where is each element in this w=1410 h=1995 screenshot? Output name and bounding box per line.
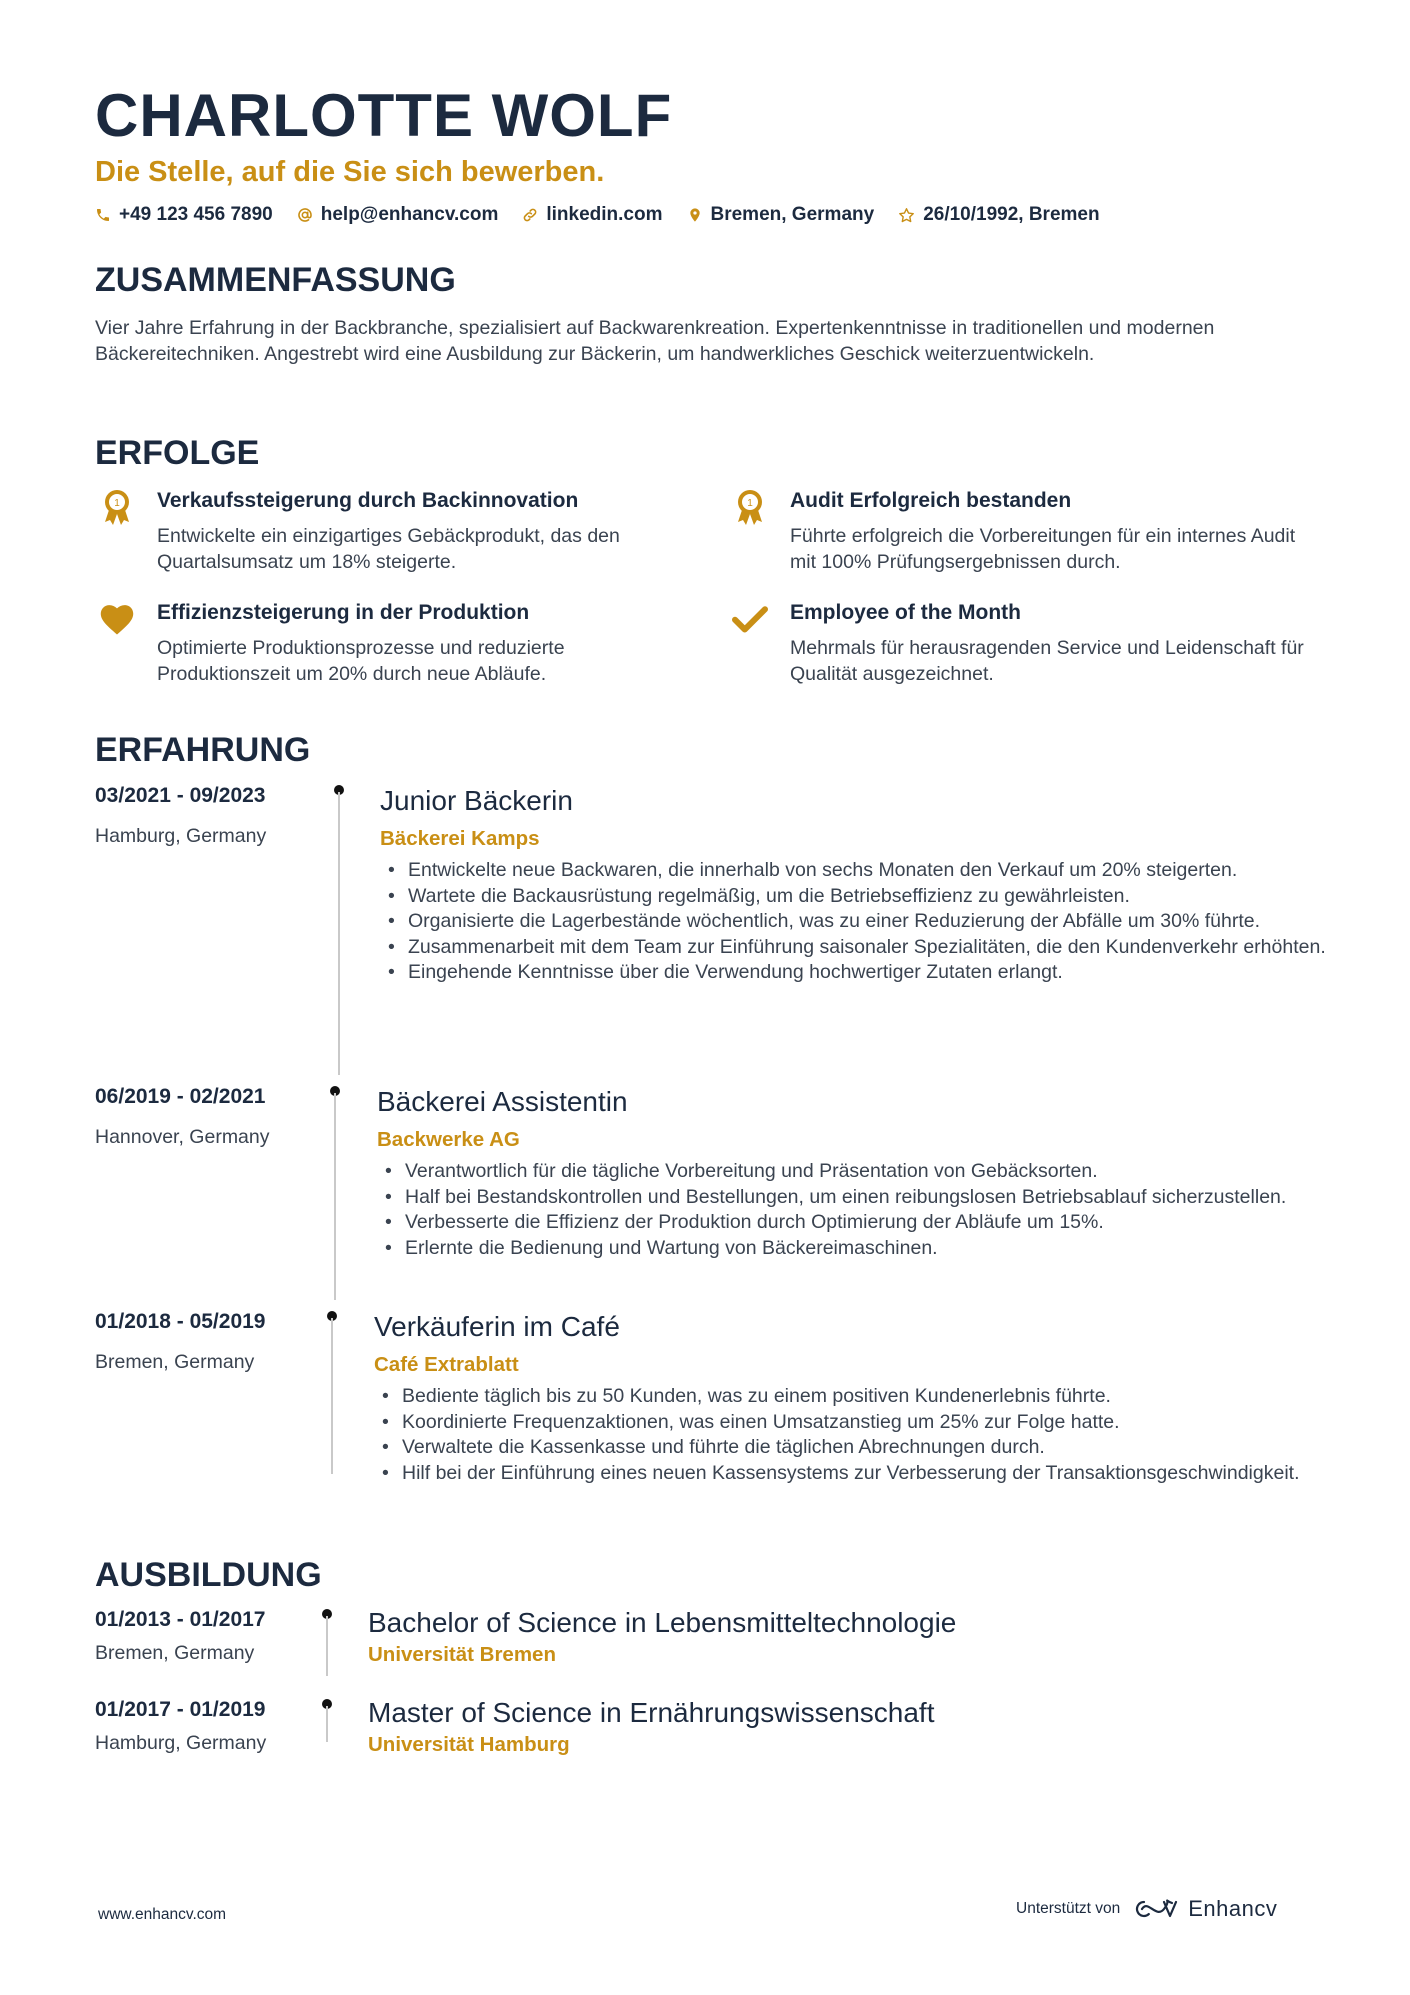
check-icon bbox=[730, 599, 770, 639]
at-icon bbox=[297, 207, 313, 223]
location-icon bbox=[687, 207, 703, 223]
timeline-line bbox=[331, 1318, 333, 1474]
experience-title: ERFAHRUNG bbox=[95, 731, 311, 769]
experience-location: Hannover, Germany bbox=[95, 1126, 270, 1148]
footer-branding[interactable] bbox=[1016, 1896, 1277, 1922]
education-location: Hamburg, Germany bbox=[95, 1732, 267, 1754]
contact-birth bbox=[898, 204, 1099, 226]
job-headline: Die Stelle, auf die Sie sich bewerben. bbox=[95, 156, 605, 188]
achievement-desc: Führte erfolgreich die Vorbereitungen für ein internes Audit mit 100% Prüfungsergebnissen durch. bbox=[790, 525, 1296, 573]
footer-website-link[interactable]: www.enhancv.com bbox=[98, 1906, 227, 1923]
education-title: AUSBILDUNG bbox=[95, 1556, 322, 1594]
timeline-line bbox=[338, 792, 340, 1075]
contact-linkedin-text: linkedin.com bbox=[546, 204, 663, 225]
experience-role: Verkäuferin im Café bbox=[374, 1311, 620, 1342]
education-school: Universität Hamburg bbox=[368, 1733, 570, 1756]
achievement-title: Effizienzsteigerung in der Produktion bbox=[157, 601, 530, 624]
footer-powered-by: Unterstützt von bbox=[1016, 1900, 1121, 1917]
achievement-desc: Optimierte Produktionsprozesse und reduzierte Produktionszeit um 20% durch neue Abläufe. bbox=[157, 637, 565, 685]
bullet-item: • Bediente täglich bis zu 50 Kunden, was zu einem positiven Kundenerlebnis führte. bbox=[374, 1384, 1334, 1410]
bullet-item: • Verbesserte die Effizienz der Produktion durch Optimierung der Abläufe um 15%. bbox=[377, 1210, 1337, 1236]
contact-email-text: help@enhancv.com bbox=[320, 204, 499, 225]
experience-bullets bbox=[374, 1384, 1334, 1486]
experience-role: Junior Bäckerin bbox=[380, 785, 573, 816]
achievement-title: Employee of the Month bbox=[790, 601, 1021, 624]
achievements-title: ERFOLGE bbox=[95, 434, 260, 472]
svg-text:1: 1 bbox=[114, 498, 120, 509]
summary-text: Vier Jahre Erfahrung in der Backbranche, spezialisiert auf Backwarenkreation. Expertenkenntnisse in traditionellen und modernen Bäckereitechniken. Angestrebt wird eine Ausbildung zur Bäckerin, um handwerkliches Geschick weiterzuentwickeln. bbox=[95, 317, 1215, 365]
achievement-desc: Mehrmals für herausragenden Service und Leidenschaft für Qualität ausgezeichnet. bbox=[790, 637, 1304, 685]
experience-company: Bäckerei Kamps bbox=[380, 827, 540, 850]
education-date: 01/2013 - 01/2017 bbox=[95, 1608, 266, 1631]
experience-date: 06/2019 - 02/2021 bbox=[95, 1085, 266, 1108]
education-degree: Master of Science in Ernährungswissenschaft bbox=[368, 1697, 935, 1728]
education-location: Bremen, Germany bbox=[95, 1642, 255, 1664]
contact-phone-text: +49 123 456 7890 bbox=[119, 204, 273, 225]
heart-icon bbox=[97, 599, 137, 639]
experience-company: Backwerke AG bbox=[377, 1128, 520, 1151]
bullet-item: • Hilf bei der Einführung eines neuen Kassensystems zur Verbesserung der Transaktionsgeschwindigkeit. bbox=[374, 1461, 1334, 1487]
experience-location: Bremen, Germany bbox=[95, 1351, 255, 1373]
bullet-item: • Wartete die Backausrüstung regelmäßig, um die Betriebseffizienz zu gewährleisten. bbox=[380, 884, 1340, 910]
bullet-item: • Half bei Bestandskontrollen und Bestellungen, um einen reibungslosen Betriebsablauf sicherzustellen. bbox=[377, 1185, 1337, 1211]
star-icon bbox=[898, 207, 915, 224]
contact-email[interactable] bbox=[297, 204, 499, 226]
bullet-item: • Eingehende Kenntnisse über die Verwendung hochwertiger Zutaten erlangt. bbox=[380, 960, 1340, 986]
svg-text:1: 1 bbox=[747, 498, 753, 509]
contact-location-text: Bremen, Germany bbox=[710, 204, 875, 225]
phone-icon bbox=[95, 207, 111, 223]
timeline-line bbox=[334, 1093, 336, 1300]
bullet-item: • Zusammenarbeit mit dem Team zur Einführung saisonaler Spezialitäten, die den Kundenverkehr erhöhten. bbox=[380, 935, 1340, 961]
candidate-name: CHARLOTTE WOLF bbox=[95, 82, 673, 149]
experience-date: 01/2018 - 05/2019 bbox=[95, 1310, 266, 1333]
summary-title: ZUSAMMENFASSUNG bbox=[95, 261, 456, 299]
contact-bar bbox=[95, 204, 1124, 226]
bullet-item: • Entwickelte neue Backwaren, die innerhalb von sechs Monaten den Verkauf um 20% steigerten. bbox=[380, 858, 1340, 884]
award-icon bbox=[97, 487, 137, 527]
link-icon bbox=[522, 207, 538, 223]
contact-birth-text: 26/10/1992, Bremen bbox=[923, 204, 1100, 225]
education-school: Universität Bremen bbox=[368, 1643, 556, 1666]
bullet-item: • Verantwortlich für die tägliche Vorbereitung und Präsentation von Gebäcksorten. bbox=[377, 1159, 1337, 1185]
experience-company: Café Extrablatt bbox=[374, 1353, 519, 1376]
experience-bullets bbox=[380, 858, 1340, 986]
education-degree: Bachelor of Science in Lebensmitteltechnologie bbox=[368, 1607, 957, 1638]
achievement-title: Verkaufssteigerung durch Backinnovation bbox=[157, 489, 579, 512]
contact-location bbox=[687, 204, 875, 226]
experience-location: Hamburg, Germany bbox=[95, 825, 267, 847]
footer-brand: Enhancv bbox=[1188, 1896, 1278, 1921]
experience-role: Bäckerei Assistentin bbox=[377, 1086, 628, 1117]
contact-phone[interactable] bbox=[95, 204, 273, 226]
timeline-line bbox=[326, 1616, 328, 1676]
bullet-item: • Erlernte die Bedienung und Wartung von Bäckereimaschinen. bbox=[377, 1236, 1337, 1262]
education-date: 01/2017 - 01/2019 bbox=[95, 1698, 266, 1721]
bullet-item: • Verwaltete die Kassenkasse und führte die täglichen Abrechnungen durch. bbox=[374, 1435, 1334, 1461]
contact-linkedin[interactable] bbox=[522, 204, 662, 226]
enhancv-logo-icon bbox=[1132, 1897, 1180, 1921]
achievement-title: Audit Erfolgreich bestanden bbox=[790, 489, 1072, 512]
experience-bullets bbox=[377, 1159, 1337, 1261]
timeline-line bbox=[326, 1706, 328, 1742]
bullet-item: • Koordinierte Frequenzaktionen, was einen Umsatzanstieg um 25% zur Folge hatte. bbox=[374, 1410, 1334, 1436]
award-icon bbox=[730, 487, 770, 527]
achievement-desc: Entwickelte ein einzigartiges Gebäckprodukt, das den Quartalsumsatz um 18% steigerte. bbox=[157, 525, 620, 573]
experience-date: 03/2021 - 09/2023 bbox=[95, 784, 266, 807]
bullet-item: • Organisierte die Lagerbestände wöchentlich, was zu einer Reduzierung der Abfälle um 30% führte. bbox=[380, 909, 1340, 935]
